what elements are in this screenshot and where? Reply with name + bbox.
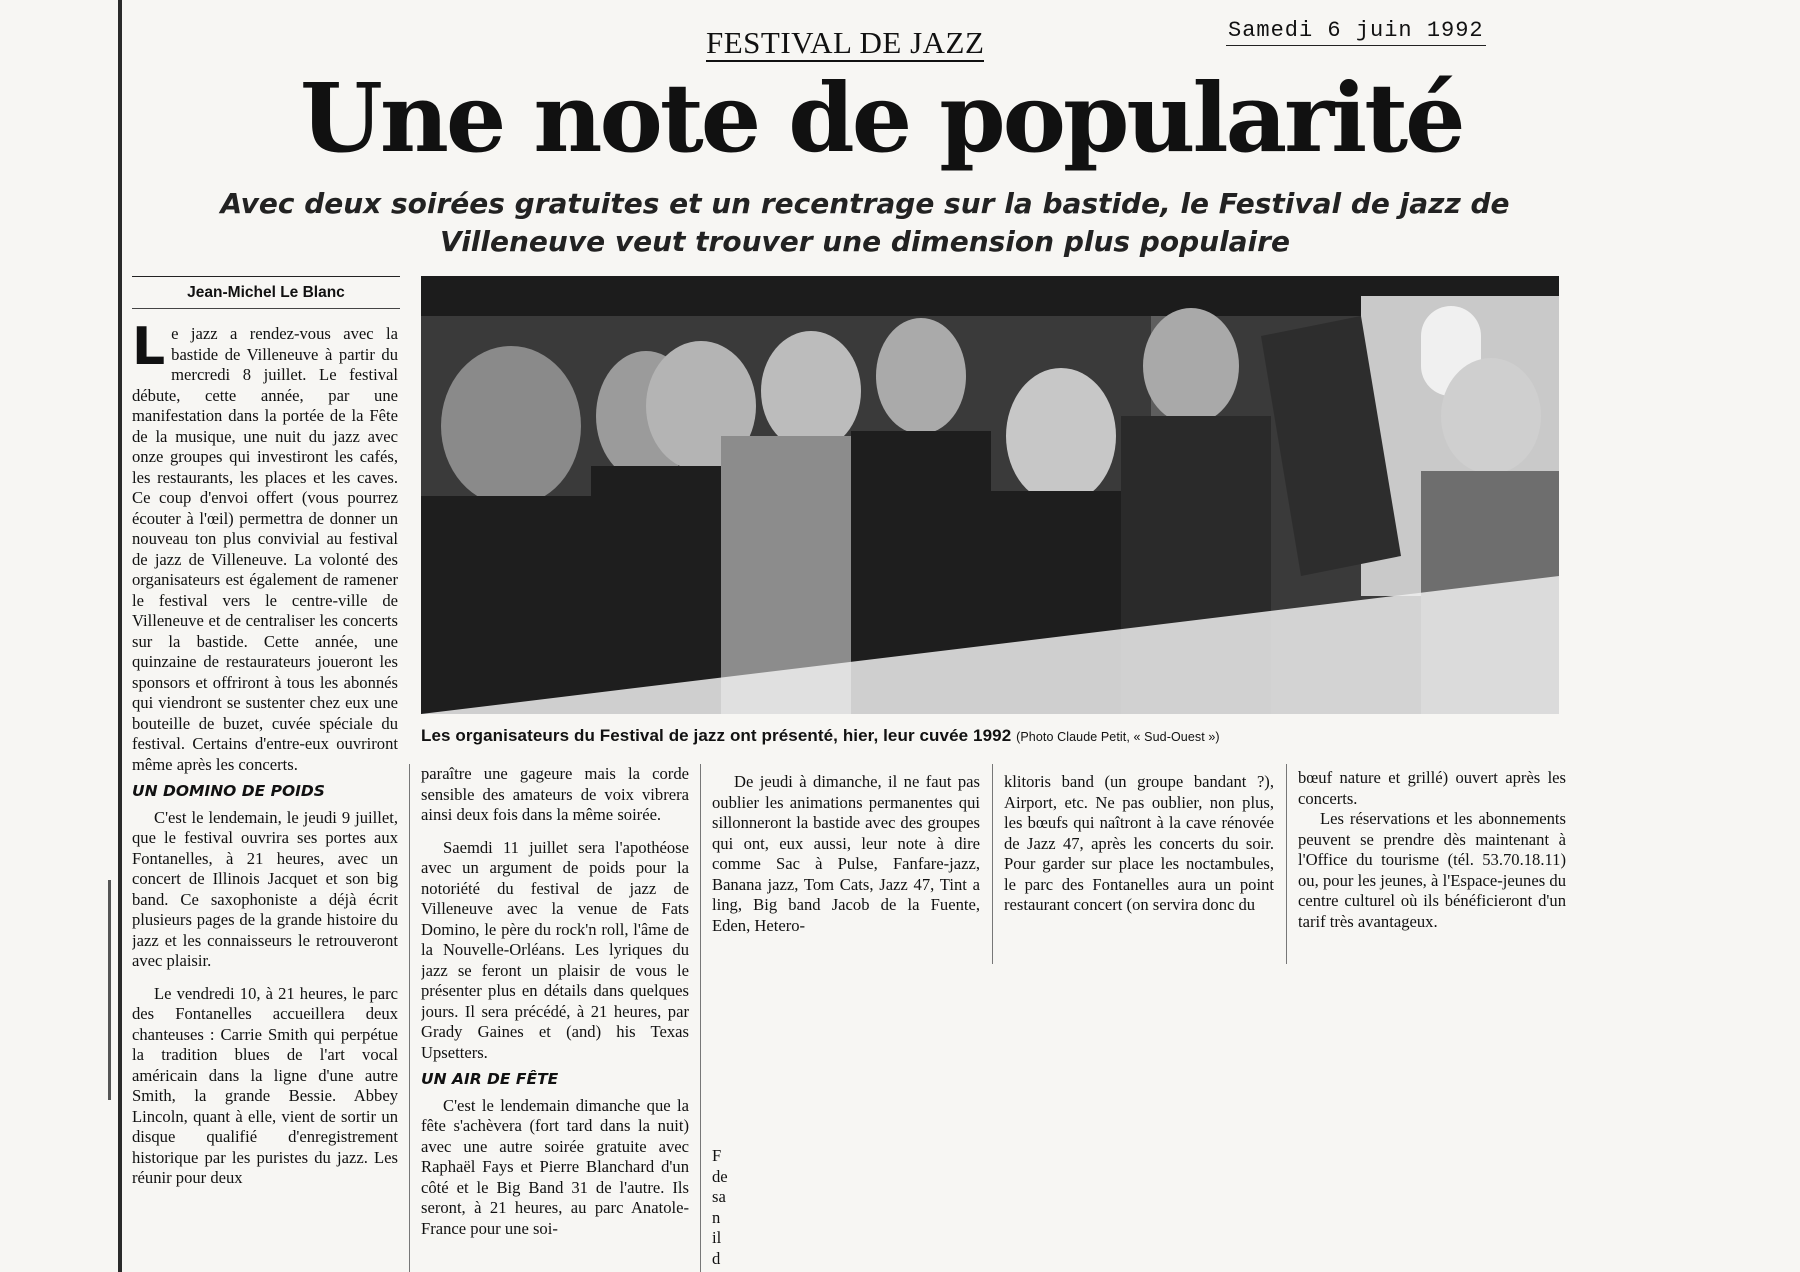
page-edge-mark: [108, 880, 111, 1100]
article-paragraph: Le vendredi 10, à 21 heures, le parc des Fontanelles accueillera deux chanteuses : Carrie Smith qui perpétue la tradition blues de l'art vocal américain dans la ligne d'une autre Smith, la grande Bessie. Abbey Lincoln, quant à elle, vient de sortir un disque qualifié d'enregistrement historique par les puristes du jazz. Les réunir pour deux: [132, 983, 398, 1187]
subhead: UN DOMINO DE POIDS: [132, 782, 325, 800]
article-paragraph: C'est le lendemain, le jeudi 9 juillet, que le festival ouvrira ses portes aux Fontanelles, à 21 heures, avec un concert de Illinois Jacquet et son big band. Ce saxophoniste a déjà écrit plusieurs pages de la grande histoire du jazz et les connaisseurs le retrouveront avec plaisir.: [132, 807, 398, 970]
caption-text: Les organisateurs du Festival de jazz ont présenté, hier, leur cuvée 1992: [421, 726, 1012, 745]
group-photo: [421, 276, 1559, 714]
date-stamp: Samedi 6 juin 1992: [1226, 18, 1486, 46]
partial-adjacent-column: F de sa n il d: [712, 1146, 728, 1268]
paragraph-gap: [132, 972, 398, 984]
paragraph-text: e jazz a rendez-vous avec la bastide de Villeneuve à partir du mercredi 8 juillet. Le festival débute, cette année, par une manifestation dans la portée de la Fête de la musique, une nuit du jazz avec onze groupes qui investiront les cafés, les restaurants, les places et les caves. Ce coup d'envoi offert (vous pourrez écouter à l'œil) permettra de donner un nouveau ton plus convivial au festival de jazz de Villeneuve. La volonté des organisateurs est également de ramener le festival vers le centre-ville de Villeneuve et de centraliser les concerts sur la bastide. Cette année, une quinzaine de restaurateurs joueront les sponsors et offriront à tous les abonnés qui viendront se sustenter chez eux une bouteille de buzet, cuvée spéciale du festival. Certains d'entre-eux ouvriront même après les concerts.: [132, 324, 398, 774]
article-column-2: [421, 764, 689, 1272]
article-paragraph: Les réservations et les abonnements peuvent se prendre dès maintenant à l'Office du tourisme (tél. 53.70.18.11) ou, pour les jeunes, à l'Espace-jeunes du centre culturel où ils bénéficieront d'un tarif très avantageux.: [1298, 809, 1566, 931]
photo-caption: [421, 726, 1561, 746]
article-paragraph: De jeudi à dimanche, il ne faut pas oublier les animations permanentes qui sillonneront la bastide avec des groupes qui ont, eux aussi, leur note à dire comme Sac à Pulse, Fanfare-jazz, Banana jazz, Tom Cats, Jazz 47, Tint a ling, Big band Jacob de la Fuente, Eden, Hetero-: [712, 772, 980, 935]
paragraph-gap: [421, 826, 689, 838]
subhead: UN AIR DE FÊTE: [421, 1070, 559, 1088]
column-rule: [700, 764, 701, 1272]
deck-subtitle: Avec deux soirées gratuites et un recentrage sur la bastide, le Festival de jazz de Villeneuve veut trouver une dimension plus populaire: [220, 187, 1510, 258]
byline-box: [132, 276, 400, 309]
article-paragraph: bœuf nature et grillé) ouvert après les concerts.: [1298, 768, 1566, 808]
article-paragraph: [132, 324, 398, 775]
article-paragraph: C'est le lendemain dimanche que la fête s'achèvera (fort tard dans la nuit) avec une autre soirée gratuite avec Raphaël Fays et Pierre Blanchard d'un côté et le Big Band 31 de l'autre. Ils seront, à 21 heures, au parc Anatole-France pour une soi-: [421, 1095, 689, 1238]
column-rule: [1286, 764, 1287, 964]
article-column-1: [132, 324, 398, 1272]
byline: Jean-Michel Le Blanc: [187, 284, 345, 301]
column-rule: [992, 764, 993, 964]
group-photo-illustration: [421, 276, 1559, 714]
section-rubric: FESTIVAL DE JAZZ: [706, 25, 985, 60]
page-edge-left: [118, 0, 122, 1272]
article-paragraph: klitoris band (un groupe bandant ?), Airport, etc. Ne pas oublier, non plus, les bœufs qui naîtront à la cave rénovée de Jazz 47, après les concerts du soir. Pour garder sur place les noctambules, le parc des Fontanelles aura un point restaurant concert (on servira donc du: [1004, 772, 1274, 914]
article-column-5: [1298, 768, 1566, 968]
photo-credit: (Photo Claude Petit, « Sud-Ouest »): [1016, 730, 1220, 744]
dropcap: L: [132, 324, 166, 377]
headline: Une note de popularité: [300, 63, 1463, 174]
article-paragraph: Saemdi 11 juillet sera l'apothéose avec un argument de poids pour la notoriété du festival de jazz de Villeneuve avec la venue de Fats Domino, le père du rock'n roll, l'âme de la Nouvelle-Orléans. Les lyriques du jazz se feront un plaisir de vous le présenter plus en détails dans quelques jours. Il sera précédé, à 21 heures, par Grady Gaines et (and) his Texas Upsetters.: [421, 837, 689, 1062]
byline-rule: [132, 308, 400, 309]
article-column-4: [1004, 772, 1274, 972]
article-paragraph: paraître une gageure mais la corde sensible des amateurs de voix vibrera ainsi deux fois dans la même soirée.: [421, 764, 689, 824]
column-rule: [409, 764, 410, 1272]
article-column-3: [712, 772, 980, 972]
